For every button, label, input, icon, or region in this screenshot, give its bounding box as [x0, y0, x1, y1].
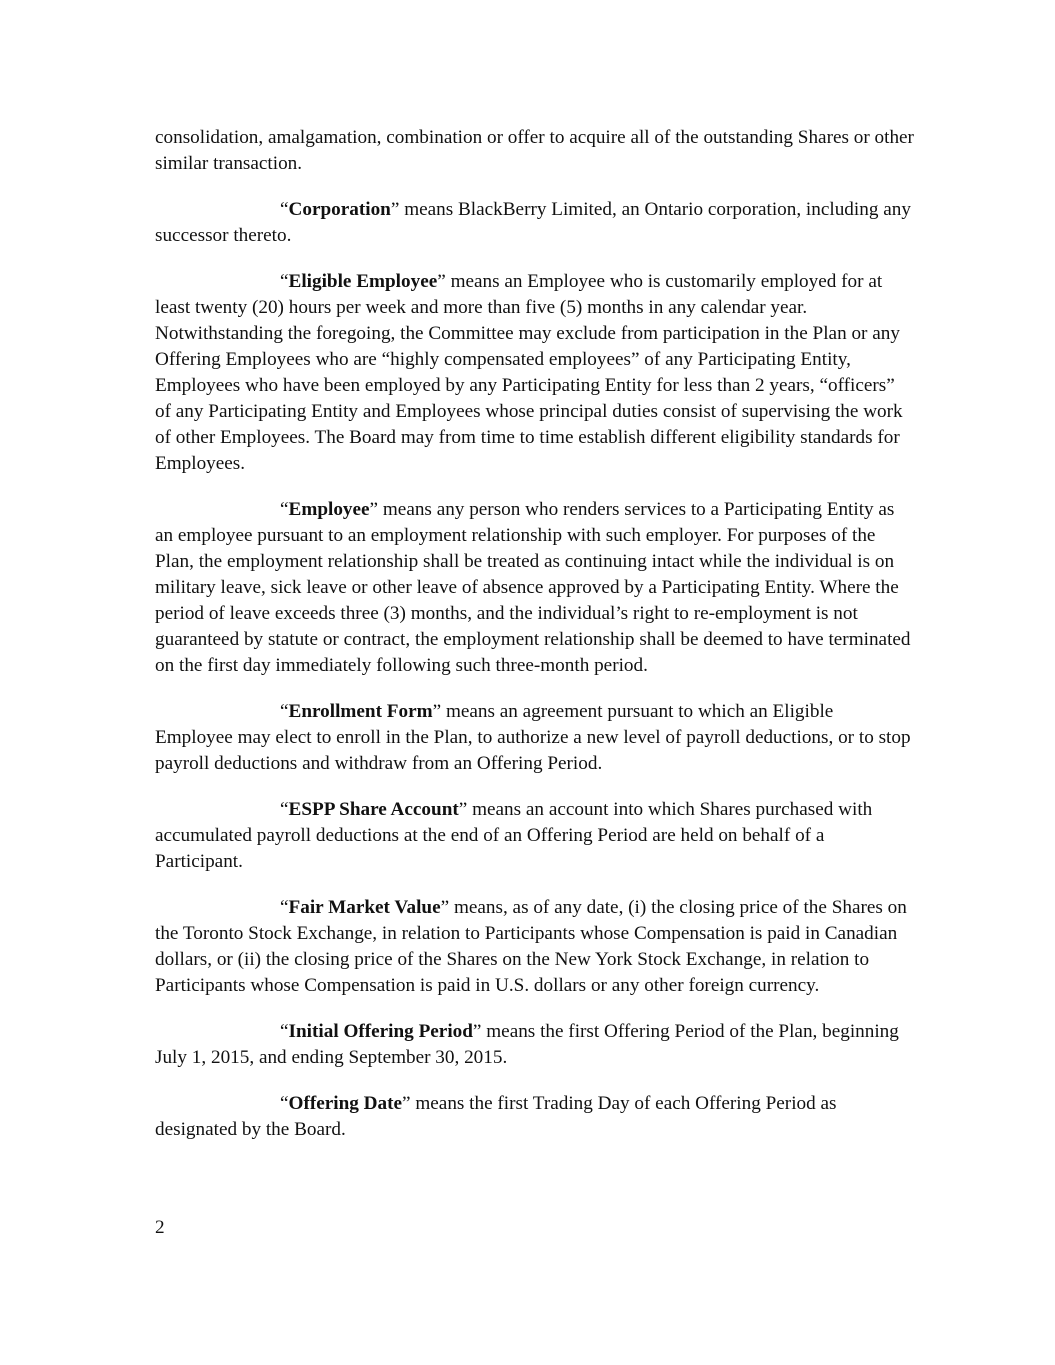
definition-enrollment-form: “Enrollment Form” means an agreement pursuant to which an Eligible Employee may elect to enroll in the Plan, to authorize a new level of payroll deductions, or to stop payroll deductions and withdraw from an Offering Period. — [155, 701, 911, 774]
definition-text: means the first Offering Period of the Plan, beginning July 1, 2015, and ending September 30, 2015. — [155, 1021, 899, 1068]
definition-text: means, as of any date, (i) the closing price of the Shares on the Toronto Stock Exchange, in relation to Participants whose Compensation is paid in Canadian dollars, or (ii) the closing price of the Shares on the New York Stock Exchange, in relation to Participants whose Compensation is paid in U.S. dollars or any other foreign currency. — [155, 897, 907, 996]
definition-text: means BlackBerry Limited, an Ontario corporation, including any successor thereto. — [155, 199, 911, 246]
defined-term: Enrollment Form — [288, 701, 433, 722]
definition-text: means an account into which Shares purchased with accumulated payroll deductions at the end of an Offering Period are held on behalf of a Participant. — [155, 799, 873, 872]
defined-term: Fair Market Value — [288, 897, 441, 918]
defined-term: Corporation — [288, 199, 391, 220]
definition-fair-market-value: “Fair Market Value” means, as of any date, (i) the closing price of the Shares on the Toronto Stock Exchange, in relation to Participants whose Compensation is paid in Canadian dollars, or (ii) the closing price of the Shares on the New York Stock Exchange, in relation to Participants whose Compensation is paid in U.S. dollars or any other foreign currency. — [155, 897, 907, 996]
definition-text: means any person who renders services to a Participating Entity as an employee pursuant to an employment relationship with such employer. For purposes of the Plan, the employment relationship shall be treated as continuing intact while the individual is on military leave, sick leave or other leave of absence approved by a Participating Entity. Where the period of leave exceeds three (3) months, and the individual’s right to re-employment is not guaranteed by statute or contract, the employment relationship shall be deemed to have terminated on the first day immediately following such three-month period. — [155, 499, 911, 676]
definition-text: means the first Trading Day of each Offering Period as designated by the Board. — [155, 1093, 837, 1140]
document-page — [155, 125, 915, 1163]
defined-term: Initial Offering Period — [288, 1021, 473, 1042]
definition-initial-offering-period: “Initial Offering Period” means the first Offering Period of the Plan, beginning July 1, 2015, and ending September 30, 2015. — [155, 1021, 899, 1068]
definition-eligible-employee: “Eligible Employee” means an Employee who is customarily employed for at least twenty (20) hours per week and more than five (5) months in any calendar year. Notwithstanding the foregoing, the Committee may exclude from participation in the Plan or any Offering Employees who are “highly compensated employees” of any Participating Entity, Employees who have been employed by any Participating Entity for less than 2 years, “officers” of any Participating Entity and Employees whose principal duties consist of supervising the work of other Employees. The Board may from time to time establish different eligibility standards for Employees. — [155, 271, 903, 474]
definition-employee: “Employee” means any person who renders services to a Participating Entity as an employee pursuant to an employment relationship with such employer. For purposes of the Plan, the employment relationship shall be treated as continuing intact while the individual is on military leave, sick leave or other leave of absence approved by a Participating Entity. Where the period of leave exceeds three (3) months, and the individual’s right to re-employment is not guaranteed by statute or contract, the employment relationship shall be deemed to have terminated on the first day immediately following such three-month period. — [155, 499, 911, 676]
definition-text: means an Employee who is customarily employed for at least twenty (20) hours per week and more than five (5) months in any calendar year. Notwithstanding the foregoing, the Committee may exclude from participation in the Plan or any Offering Employees who are “highly compensated employees” of any Participating Entity, Employees who have been employed by any Participating Entity for less than 2 years, “officers” of any Participating Entity and Employees whose principal duties consist of supervising the work of other Employees. The Board may from time to time establish different eligibility standards for Employees. — [155, 271, 903, 474]
definition-corporation: “Corporation” means BlackBerry Limited, an Ontario corporation, including any successor thereto. — [155, 199, 911, 246]
intro-paragraph: consolidation, amalgamation, combination or offer to acquire all of the outstanding Shares or other similar transaction. — [155, 127, 914, 174]
defined-term: ESPP Share Account — [288, 799, 459, 820]
definition-text: means an agreement pursuant to which an Eligible Employee may elect to enroll in the Plan, to authorize a new level of payroll deductions, or to stop payroll deductions and withdraw from an Offering Period. — [155, 701, 911, 774]
page-number: 2 — [155, 1217, 165, 1238]
defined-term: Eligible Employee — [288, 271, 438, 292]
defined-term: Offering Date — [288, 1093, 403, 1114]
definition-espp-share-account: “ESPP Share Account” means an account into which Shares purchased with accumulated payroll deductions at the end of an Offering Period are held on behalf of a Participant. — [155, 799, 873, 872]
definition-offering-date: “Offering Date” means the first Trading Day of each Offering Period as designated by the Board. — [155, 1093, 837, 1140]
defined-term: Employee — [288, 499, 370, 520]
